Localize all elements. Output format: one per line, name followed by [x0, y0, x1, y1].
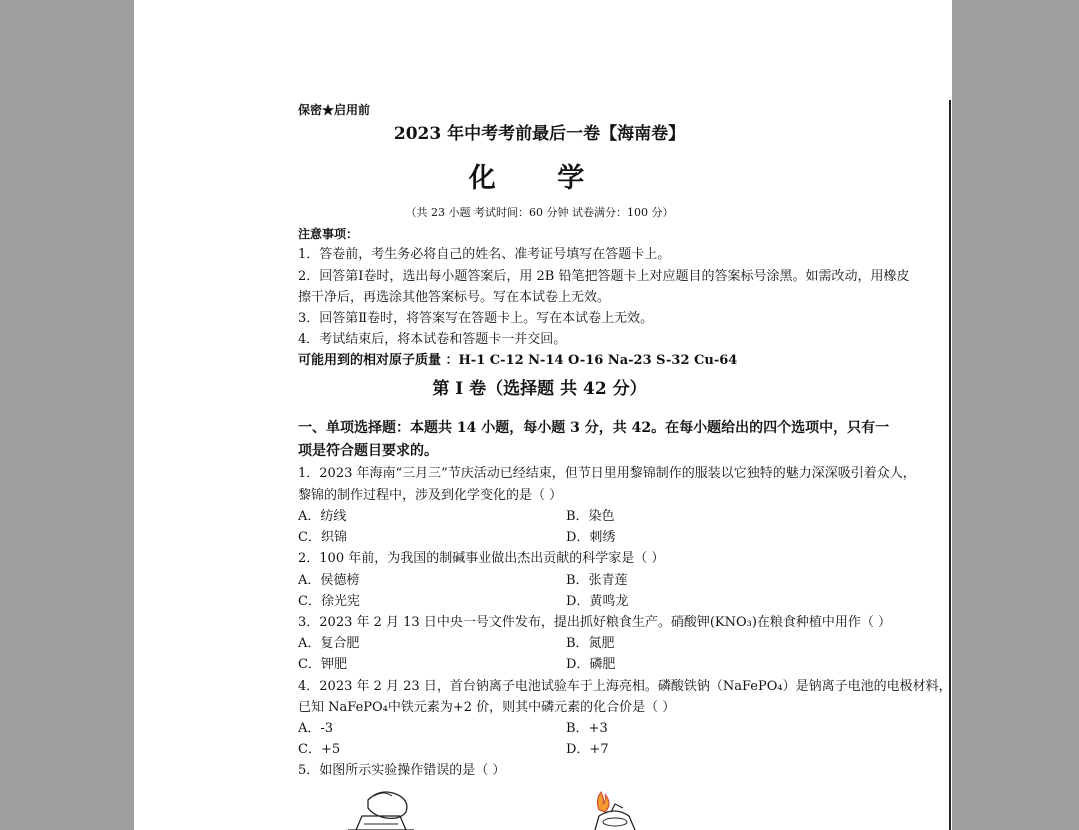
question-2-option-d: D．黄鸣龙: [566, 594, 629, 609]
note-item: 4．考试结束后，将本试卷和答题卡一并交回。: [298, 332, 567, 347]
note-item: 2．回答第Ⅰ卷时，选出每小题答案后，用 2B 铅笔把答题卡上对应题目的答案标号涂黑。如需改动，用橡皮: [298, 269, 910, 284]
question-2-option-c: C．徐光宪: [298, 594, 360, 609]
question-4-option-d: D．+7: [566, 742, 609, 757]
question-4-option-a: A．-3: [298, 721, 334, 736]
section-instruction: 项是符合题目要求的。: [298, 443, 438, 459]
question-3-option-b: B．氮肥: [566, 636, 615, 651]
section-instruction: 一、单项选择题：本题共 14 小题，每小题 3 分，共 42。在每小题给出的四个选项中，只有一: [298, 420, 890, 436]
lab-hand-pouring-figure: [340, 786, 420, 830]
question-2-option-b: B．张青莲: [566, 573, 628, 588]
secret-label: 保密★启用前: [298, 103, 371, 117]
question-1-option-c: C．织锦: [298, 530, 347, 545]
question-3-option-d: D．磷肥: [566, 657, 616, 672]
subject-title: 化 学: [468, 163, 611, 194]
exam-title: 2023 年中考考前最后一卷【海南卷】: [393, 124, 686, 144]
lab-alcohol-lamp-figure: [585, 790, 645, 830]
question-3-stem: 3．2023 年 2 月 13 日中央一号文件发布，提出抓好粮食生产。硝酸钾(KNO₃)在粮食种植中用作（ ）: [298, 615, 892, 630]
question-3-option-a: A．复合肥: [298, 636, 360, 651]
question-1-option-d: D．刺绣: [566, 530, 616, 545]
question-5-stem: 5．如图所示实验操作错误的是（ ）: [298, 763, 506, 778]
section-title: 第 I 卷（选择题 共 42 分）: [432, 379, 647, 399]
note-item: 3．回答第Ⅱ卷时，将答案写在答题卡上。写在本试卷上无效。: [298, 311, 654, 326]
question-4-stem: 已知 NaFePO₄中铁元素为+2 价，则其中磷元素的化合价是（ ）: [298, 700, 676, 715]
question-1-stem: 1．2023 年海南“三月三”节庆活动已经结束，但节日里用黎锦制作的服装以它独特的魅力深深吸引着众人，: [298, 466, 916, 481]
question-2-option-a: A．侯德榜: [298, 573, 360, 588]
question-2-stem: 2．100 年前，为我国的制碱事业做出杰出贡献的科学家是（ ）: [298, 551, 665, 566]
question-1-option-a: A．纺线: [298, 509, 347, 524]
question-3-option-c: C．钾肥: [298, 657, 347, 672]
note-item: 擦干净后，再选涂其他答案标号。写在本试卷上无效。: [298, 290, 611, 305]
question-1-stem: 黎锦的制作过程中，涉及到化学变化的是（ ）: [298, 488, 563, 503]
notes-heading: 注意事项：: [298, 227, 359, 241]
note-item: 1．答卷前，考生务必将自己的姓名、准考证号填写在答题卡上。: [298, 247, 671, 262]
question-1-option-b: B．染色: [566, 509, 615, 524]
question-4-option-c: C．+5: [298, 742, 341, 757]
exam-info: （共 23 小题 考试时间：60 分钟 试卷满分：100 分）: [405, 206, 674, 219]
question-4-option-b: B．+3: [566, 721, 608, 736]
atomic-mass-line: 可能用到的相对原子质量 ：H-1 C-12 N-14 O-16 Na-23 S-32 Cu-64: [298, 353, 738, 368]
question-4-stem: 4．2023 年 2 月 23 日，首台钠离子电池试验车于上海亮相。磷酸铁钠（NaFePO₄）是钠离子电池的电极材料，: [298, 679, 952, 694]
